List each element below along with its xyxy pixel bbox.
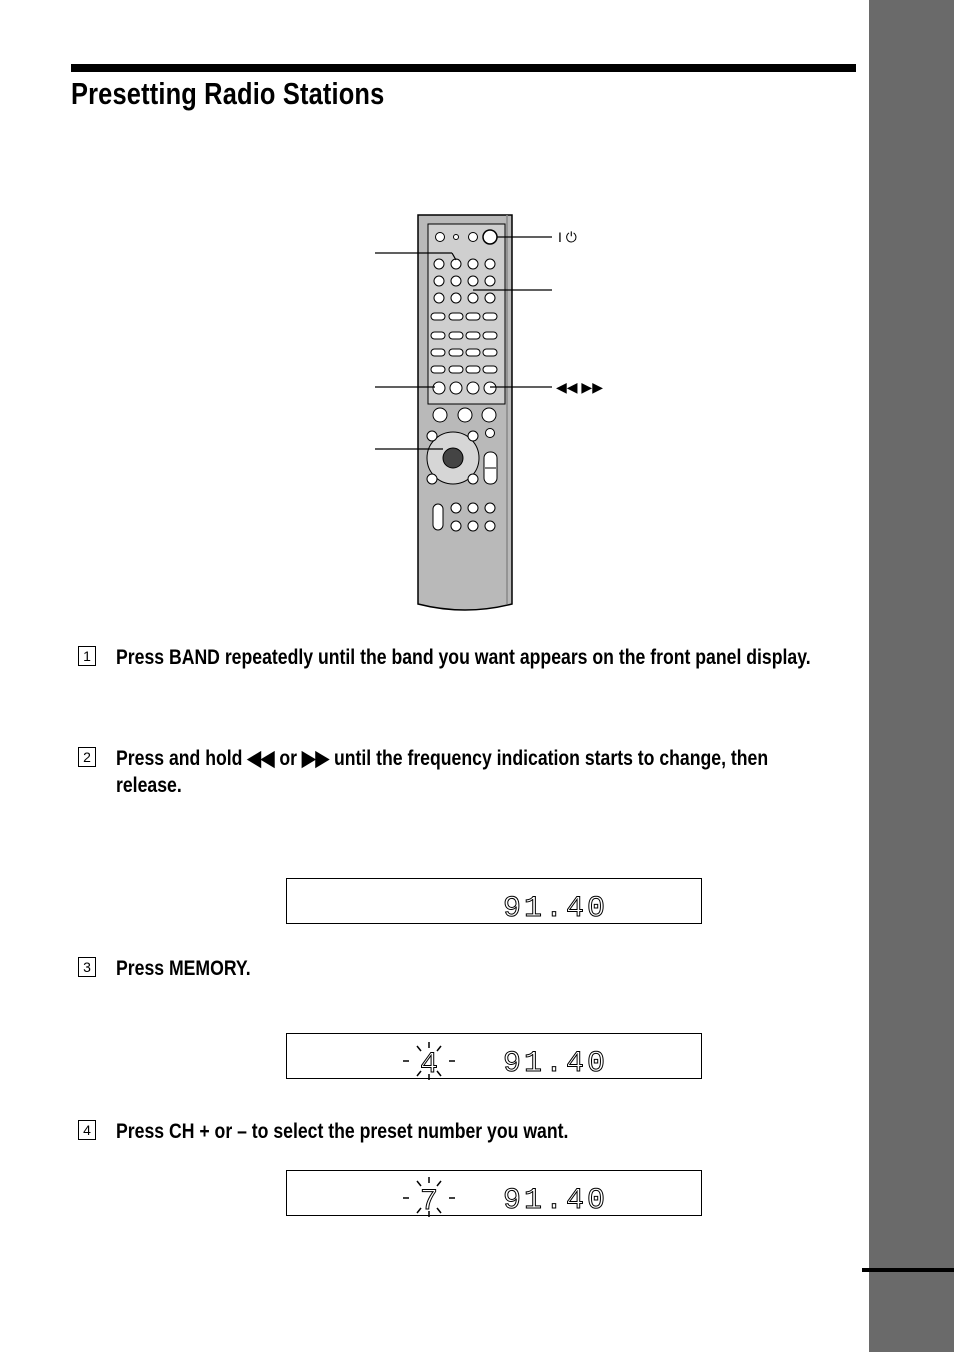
remote-button[interactable] xyxy=(427,474,437,484)
remote-button[interactable] xyxy=(468,521,478,531)
side-tab xyxy=(869,0,954,1352)
power-button[interactable] xyxy=(483,230,497,244)
band-button[interactable] xyxy=(451,259,461,269)
remote-button[interactable] xyxy=(483,313,497,320)
remote-button[interactable] xyxy=(483,332,497,339)
remote-button[interactable] xyxy=(436,233,445,242)
remote-button[interactable] xyxy=(468,503,478,513)
remote-button[interactable] xyxy=(434,259,444,269)
front-panel-display xyxy=(286,1033,702,1079)
remote-button[interactable] xyxy=(468,431,478,441)
pause-button[interactable] xyxy=(458,408,472,422)
remote-button[interactable] xyxy=(485,503,495,513)
remote-button[interactable] xyxy=(466,332,480,339)
remote-button[interactable] xyxy=(483,349,497,356)
remote-button[interactable] xyxy=(466,349,480,356)
front-panel-display xyxy=(286,1170,702,1216)
remote-button[interactable] xyxy=(431,349,445,356)
remote-button[interactable] xyxy=(466,366,480,373)
remote-button[interactable] xyxy=(449,313,463,320)
display-svg xyxy=(287,1034,703,1080)
step-text: Press and hold ◀◀ or ▶▶ until the frequency indication starts to change, then release. xyxy=(116,747,769,797)
display-frequency: 91.40 xyxy=(503,1047,609,1080)
display-preset: 7 xyxy=(420,1185,439,1217)
step-text: Press BAND repeatedly until the band you want appears on the front panel display. xyxy=(116,646,811,669)
remote-button[interactable] xyxy=(466,313,480,320)
remote-button[interactable] xyxy=(433,382,445,394)
memory-button[interactable] xyxy=(468,276,478,286)
scan-callout-label: ◀◀ ▶▶ xyxy=(556,379,603,395)
remote-control-illustration xyxy=(370,212,630,616)
remote-button[interactable] xyxy=(469,233,478,242)
display-svg xyxy=(287,879,703,925)
remote-button[interactable] xyxy=(468,474,478,484)
remote-control-figure xyxy=(370,212,630,616)
display-preset: 4 xyxy=(420,1048,439,1080)
remote-button[interactable] xyxy=(468,259,478,269)
remote-button[interactable] xyxy=(451,293,461,303)
remote-button[interactable] xyxy=(431,366,445,373)
stop-button[interactable] xyxy=(482,408,496,422)
header-rule xyxy=(71,64,856,72)
remote-transport-row xyxy=(433,408,496,422)
remote-button[interactable] xyxy=(431,332,445,339)
remote-button[interactable] xyxy=(486,429,495,438)
remote-button[interactable] xyxy=(450,382,462,394)
step-text: Press CH + or – to select the preset number you want. xyxy=(116,1120,569,1143)
remote-button[interactable] xyxy=(427,431,437,441)
remote-button[interactable] xyxy=(451,503,461,513)
front-panel-display xyxy=(286,878,702,924)
remote-button[interactable] xyxy=(449,332,463,339)
step-number: 2 xyxy=(78,747,96,767)
remote-button[interactable] xyxy=(451,521,461,531)
remote-button[interactable] xyxy=(451,276,461,286)
play-button[interactable] xyxy=(433,408,447,422)
fast-forward-button[interactable] xyxy=(484,382,496,394)
page-title: Presetting Radio Stations xyxy=(71,76,385,111)
remote-button[interactable] xyxy=(434,276,444,286)
step-text: Press MEMORY. xyxy=(116,957,251,980)
rewind-button[interactable] xyxy=(467,382,479,394)
step-number: 3 xyxy=(78,957,96,977)
display-frequency: 91.40 xyxy=(503,892,609,925)
remote-button[interactable] xyxy=(483,366,497,373)
remote-button[interactable] xyxy=(485,293,495,303)
step-number: 4 xyxy=(78,1120,96,1140)
remote-button[interactable] xyxy=(431,313,445,320)
remote-button[interactable] xyxy=(449,349,463,356)
display-frequency: 91.40 xyxy=(503,1184,609,1217)
enter-button[interactable] xyxy=(443,448,463,468)
remote-button[interactable] xyxy=(468,293,478,303)
remote-button[interactable] xyxy=(485,521,495,531)
remote-button[interactable] xyxy=(485,276,495,286)
remote-button[interactable] xyxy=(449,366,463,373)
power-callout-label: I ⏻ xyxy=(558,229,577,245)
volume-rocker[interactable] xyxy=(433,504,443,530)
remote-button[interactable] xyxy=(485,259,495,269)
step-number: 1 xyxy=(78,646,96,666)
display-svg xyxy=(287,1171,703,1217)
side-tab-marker xyxy=(862,1268,954,1272)
remote-led xyxy=(454,235,459,240)
remote-button[interactable] xyxy=(434,293,444,303)
